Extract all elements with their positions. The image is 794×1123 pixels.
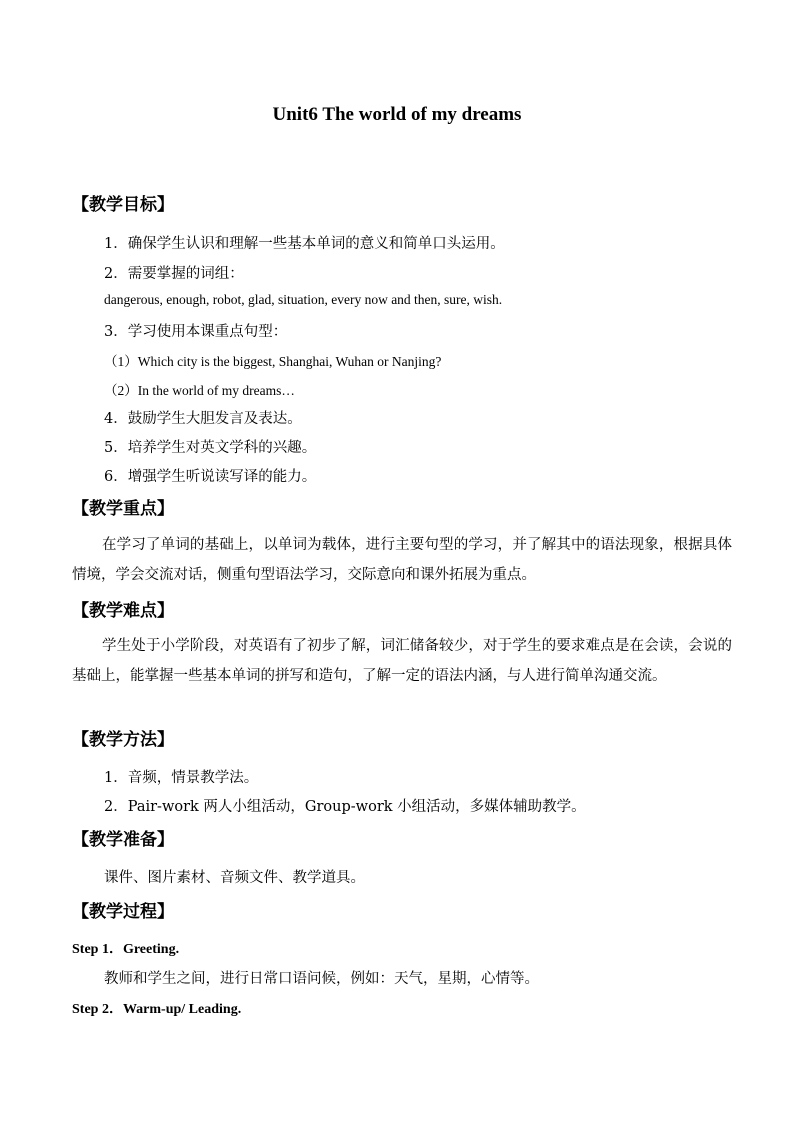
section-heading-methods: 【教学方法】 xyxy=(72,730,174,750)
section-heading-preparation: 【教学准备】 xyxy=(72,830,174,850)
objective-item-4: 4．鼓励学生大胆发言及表达。 xyxy=(104,411,302,427)
method-item-1: 1．音频，情景教学法。 xyxy=(104,770,259,786)
sentence-pattern-1: （1）Which city is the biggest, Shanghai, Wuhan or Nanjing? xyxy=(104,354,442,369)
preparation-text: 课件、图片素材、音频文件、教学道具。 xyxy=(104,870,365,886)
section-heading-process: 【教学过程】 xyxy=(72,902,174,922)
method-item-2: 2．Pair-work 两人小组活动，Group-work 小组活动，多媒体辅助教学。 xyxy=(104,799,586,815)
step-1-text: 教师和学生之间，进行日常口语问候，例如：天气，星期，心情等。 xyxy=(104,971,539,987)
key-points-paragraph: 在学习了单词的基础上，以单词为载体，进行主要句型的学习，并了解其中的语法现象，根据具体情境，学会交流对话，侧重句型语法学习，交际意向和课外拓展为重点。 xyxy=(72,537,732,583)
step-1-title: Step 1．Greeting. xyxy=(72,942,180,957)
step-2-title: Step 2．Warm-up/ Leading. xyxy=(72,1002,242,1017)
objective-item-5: 5．培养学生对英文学科的兴趣。 xyxy=(104,440,317,456)
objective-item-1: 1．确保学生认识和理解一些基本单词的意义和简单口头运用。 xyxy=(104,236,505,252)
sentence-pattern-2: （2）In the world of my dreams… xyxy=(104,383,295,398)
section-heading-objectives: 【教学目标】 xyxy=(72,195,174,215)
document-title: Unit6 The world of my dreams xyxy=(272,104,522,125)
section-heading-key-points: 【教学重点】 xyxy=(72,499,174,519)
section-heading-difficulties: 【教学难点】 xyxy=(72,601,174,621)
objective-item-6: 6．增强学生听说读写译的能力。 xyxy=(104,469,317,485)
objective-item-2: 2．需要掌握的词组： xyxy=(104,266,244,282)
phrase-list: dangerous, enough, robot, glad, situation, every now and then, sure, wish. xyxy=(104,292,503,307)
difficulties-paragraph: 学生处于小学阶段，对英语有了初步了解，词汇储备较少，对于学生的要求难点是在会读，会说的基础上，能掌握一些基本单词的拼写和造句，了解一定的语法内涵，与人进行简单沟通交流。 xyxy=(72,638,732,684)
objective-item-3: 3．学习使用本课重点句型： xyxy=(104,324,288,340)
